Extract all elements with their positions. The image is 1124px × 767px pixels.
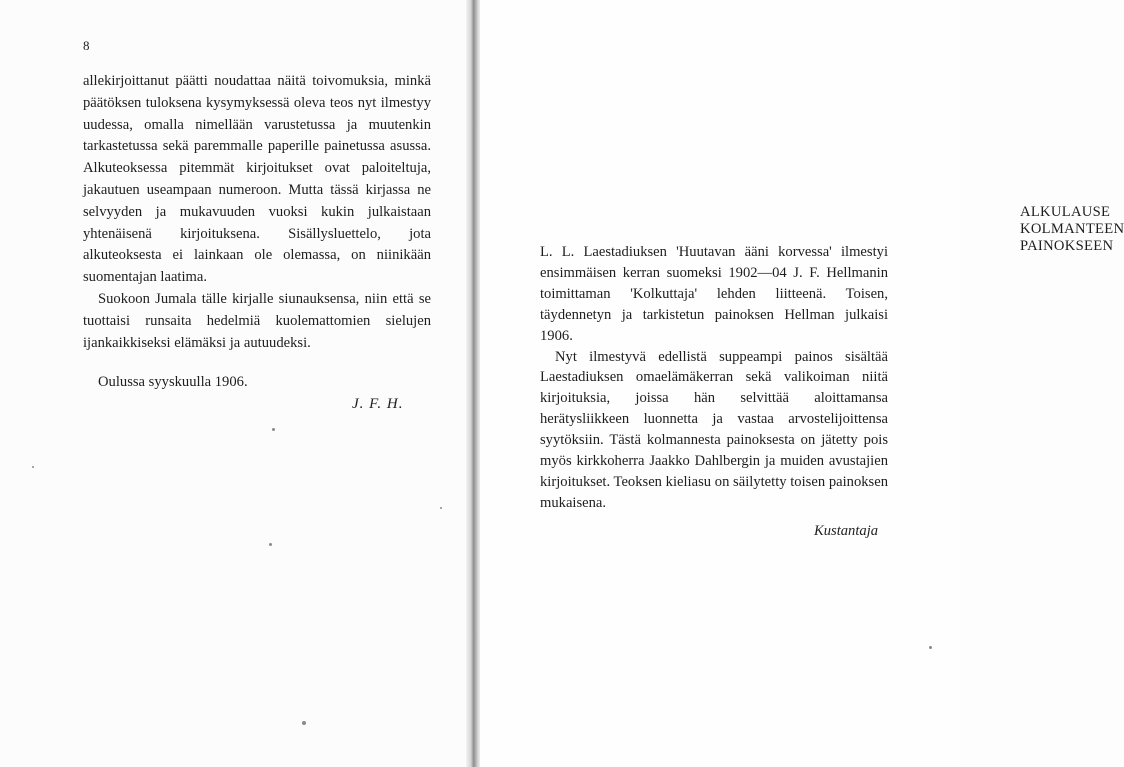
paragraph: L. L. Laestadiuksen 'Huutavan ääni korvessa' ilmestyi ensimmäisen kerran suomeksi 1902—04 J. F. Hellmanin toimittaman 'Kolkuttaja' lehden liitteenä. Toisen, täydennetyn ja tarkistetun painoksen Hellman julkaisi 1906. bbox=[540, 244, 888, 344]
signature-initials: J. F. H. bbox=[352, 396, 404, 412]
paper-speck bbox=[302, 721, 306, 725]
right-page-body bbox=[540, 242, 888, 514]
chapter-heading: ALKULAUSE KOLMANTEEN PAINOKSEEN bbox=[1020, 204, 1124, 254]
paper-speck bbox=[272, 428, 275, 431]
paper-speck bbox=[929, 646, 932, 649]
left-page bbox=[0, 0, 470, 767]
place-date: Oulussa syyskuulla 1906. bbox=[98, 374, 248, 390]
paper-speck bbox=[269, 543, 272, 546]
paragraph: Nyt ilmestyvä edellistä suppeampi painos sisältää Laestadiuksen omaelämäkerran sekä valikoiman niitä kirjoituksia, joissa hän selvittää aloittamansa herätysliikkeen luonnetta ja vastaa arvostelijoittensa syytöksiin. Tästä kolmannesta painoksesta on jätetty pois myös kirkkoherra Jaakko Dahlbergin ja muiden avustajien kirjoitukset. Teoksen kieliasu on säilytetty toisen painoksen mukaisena. bbox=[540, 348, 888, 511]
left-page-body bbox=[83, 71, 431, 354]
paragraph: allekirjoittanut päätti noudattaa näitä toivomuksia, minkä päätöksen tuloksena kysymyksessä oleva teos nyt ilmestyy uudessa, omalla nimellään varustetussa ja muutenkin tarkastetussa sekä paremmalle paperille painetussa asussa. Alkuteoksessa pitemmät kirjoitukset ovat paloiteltuja, jakautuen useampaan numeroon. Mutta tässä kirjassa ne selvyyden ja mukavuuden vuoksi kukin julkaistaan yhtenäisenä kirjoituksena. Sisällysluettelo, jota alkuteoksesta ei lainkaan ole olemassa, on niinikään suomentajan laatima. bbox=[83, 73, 431, 286]
paragraph: Suokoon Jumala tälle kirjalle siunauksensa, niin että se tuottaisi runsaita hedelmiä kuolemattomien sielujen ijankaikkiseksi elämäksi ja autuudeksi. bbox=[83, 290, 431, 351]
paper-speck bbox=[440, 507, 442, 509]
page-number: 8 bbox=[83, 38, 90, 53]
paper-speck bbox=[32, 466, 34, 468]
publisher-signature: Kustantaja bbox=[814, 523, 879, 539]
